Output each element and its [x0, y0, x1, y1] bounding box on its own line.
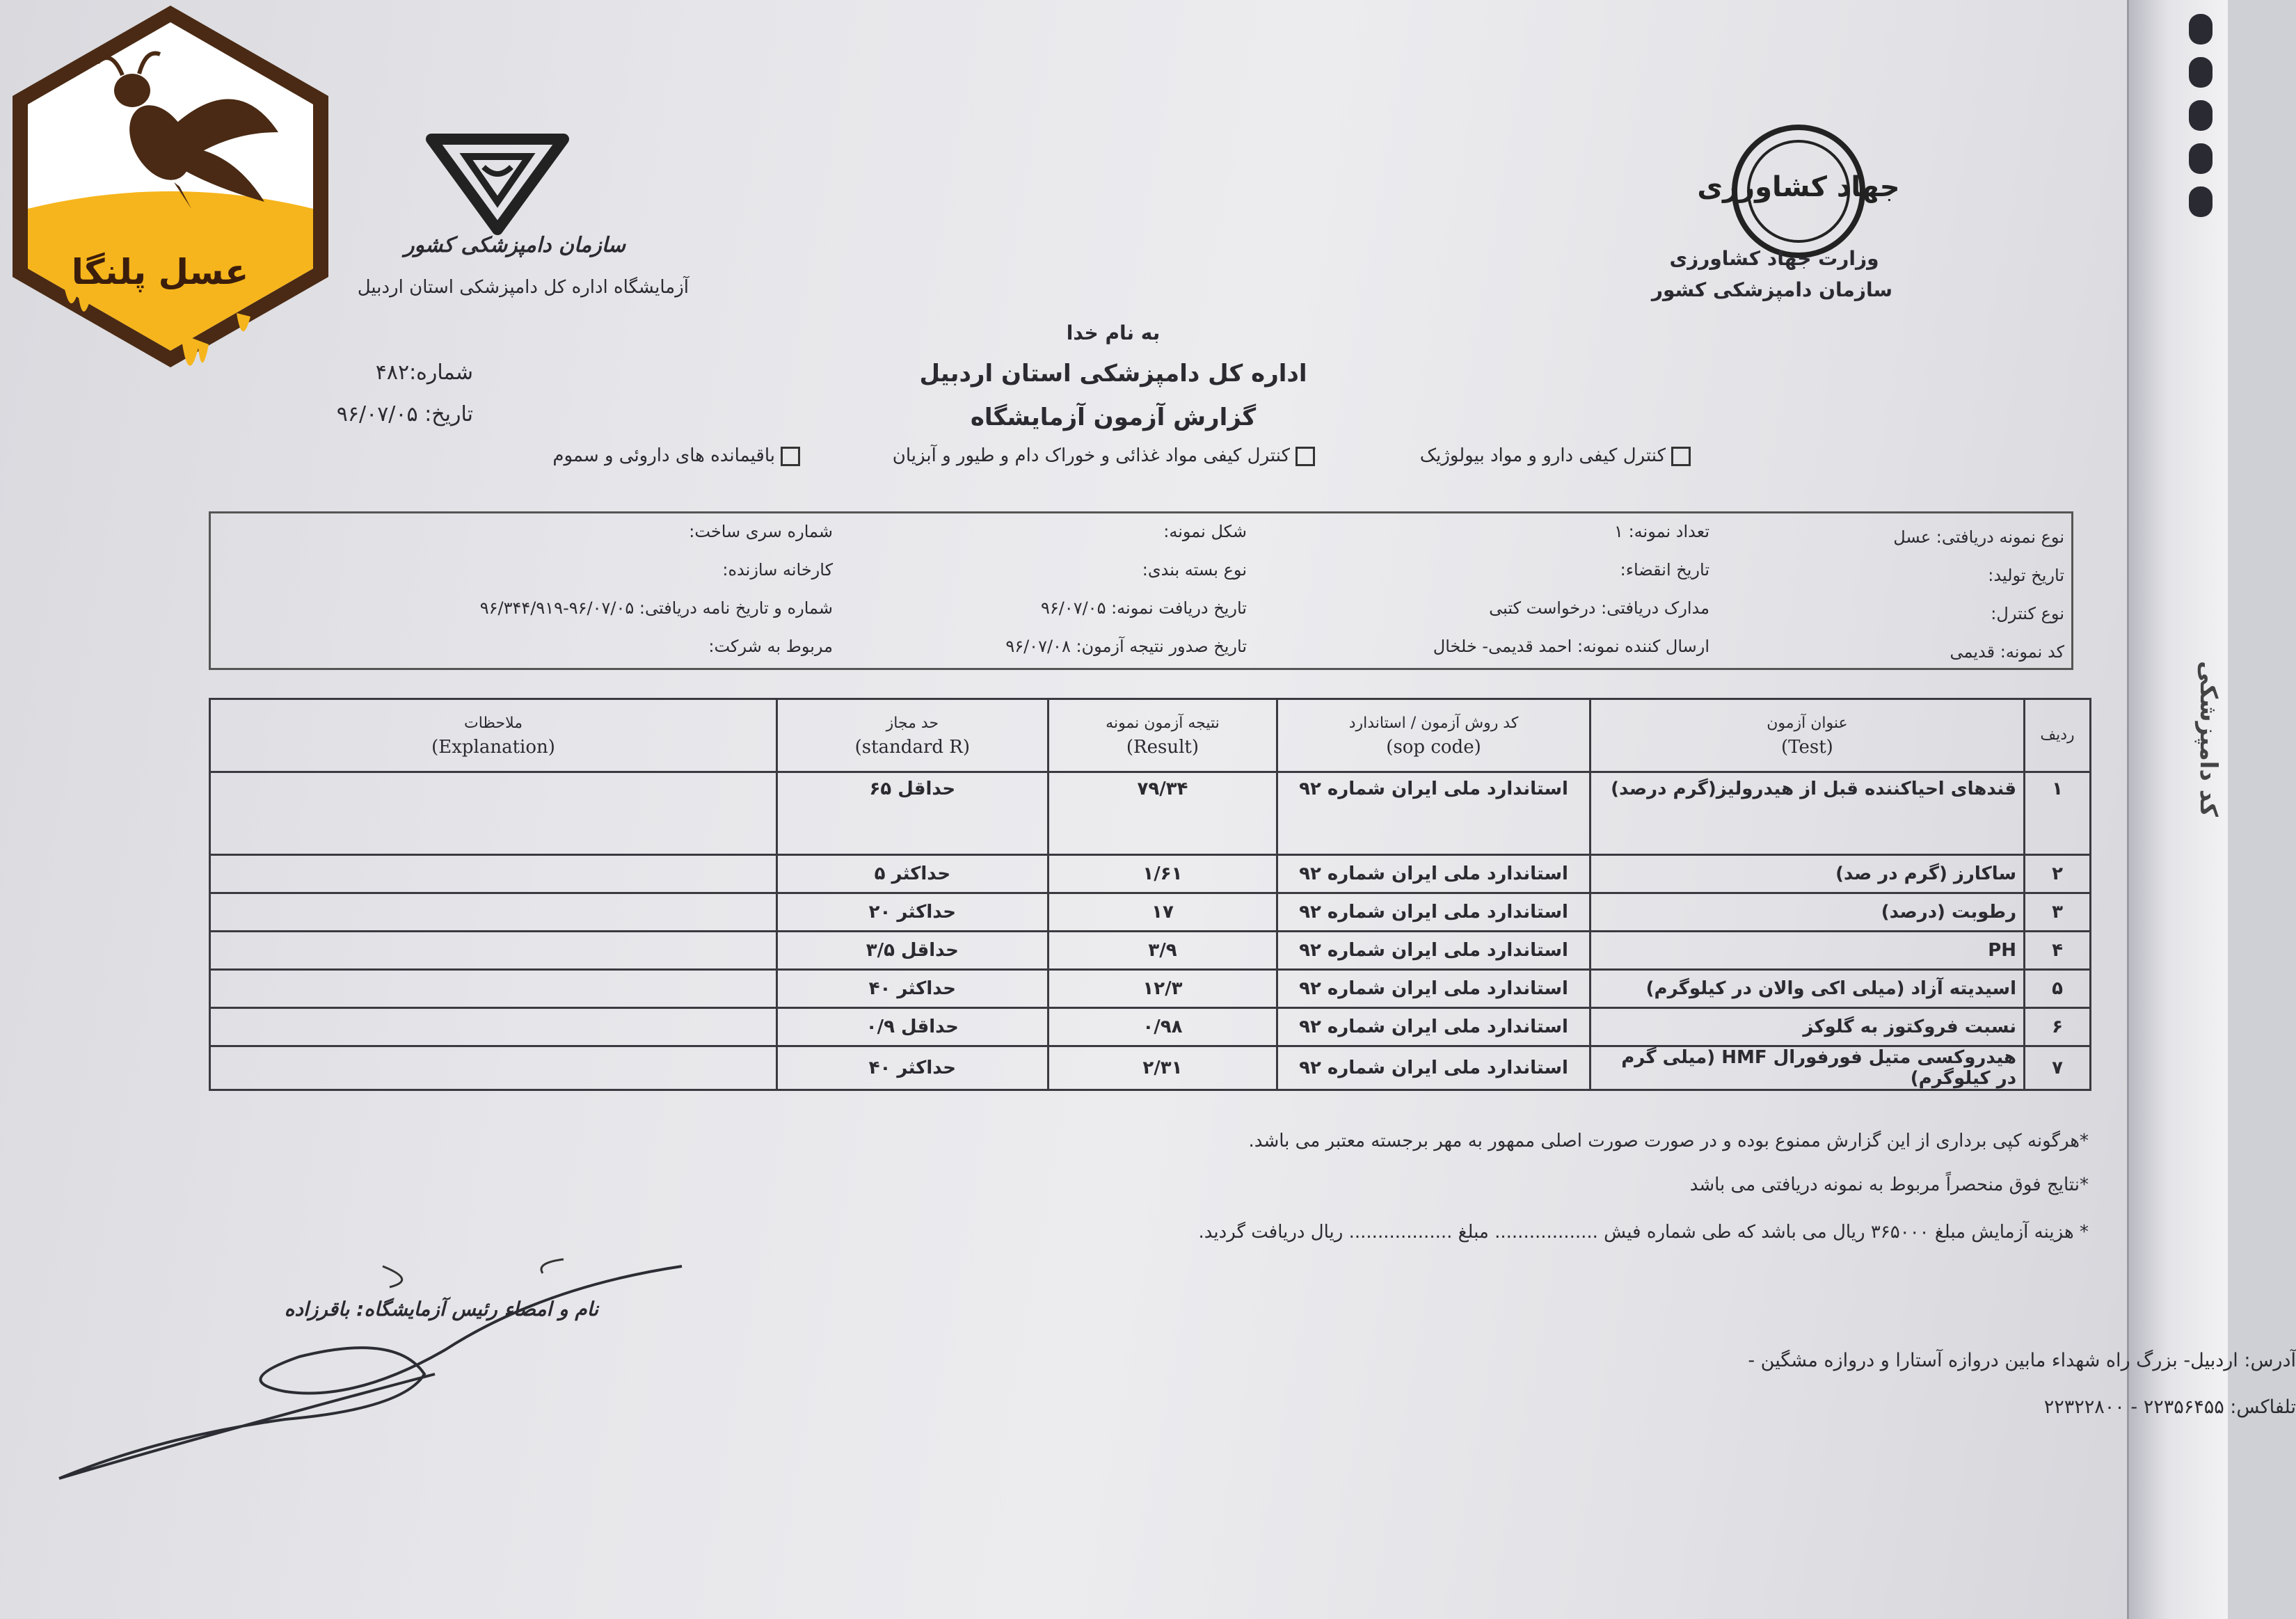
table-header-row: [210, 699, 2091, 772]
checkbox-box: [781, 447, 800, 466]
note-copy-restriction: *هرگونه کپی برداری از این گزارش ممنوع بوده و در صورت صورت اصلی ممهور به مهر برجسته معتبر می باشد.: [1248, 1131, 2089, 1151]
info-receipt-date: تاریخ دریافت نمونه: ۹۶/۰۷/۰۵: [1040, 598, 1247, 618]
table-row: ۵ اسیدیته آزاد (میلی اکی والان در کیلوگرم) استاندارد ملی ایران شماره ۹۲ ۱۲/۳ حداکثر ۴۰: [210, 970, 2091, 1008]
report-number: شماره:۴۸۲: [375, 360, 473, 385]
bismillah-heading: به نام خدا: [1066, 321, 1161, 344]
checkbox-box: [1671, 447, 1691, 466]
left-lab-name: آزمایشگاه اداره کل دامپزشکی استان اردبیل: [357, 277, 689, 298]
right-org-name: سازمان دامپزشکی کشور: [1651, 278, 1892, 301]
results-table: [209, 698, 2091, 1091]
table-row: ۳ رطوبت (درصد) استاندارد ملی ایران شماره ۹۲ ۱۷ حداکثر ۲۰: [210, 893, 2091, 932]
table-row: ۷ هیدروکسی متیل فورفورال HMF (میلی گرم در کیلوگرم) استاندارد ملی ایران شماره ۹۲ ۲/۳۱ حداکثر ۴۰: [210, 1046, 2091, 1090]
report-title: گزارش آزمون آزمایشگاه: [970, 404, 1257, 431]
info-manufacturer: کارخانه سازنده:: [722, 560, 833, 580]
table-row: ۲ ساکارز (گرم در صد) استاندارد ملی ایران شماره ۹۲ ۱/۶۱ حداکثر ۵: [210, 855, 2091, 893]
note-results-scope: *نتایج فوق منحصراً مربوط به نمونه دریافتی می باشد: [1689, 1174, 2089, 1195]
table-row: ۱ قندهای احیاکننده قبل از هیدرولیز(گرم درصد) استاندارد ملی ایران شماره ۹۲ ۷۹/۳۴ حداقل ۶۵: [210, 772, 2091, 855]
info-sample-count: تعداد نمونه: ۱: [1614, 522, 1709, 541]
binder-hole: [2189, 143, 2213, 174]
checkbox-food-feed-quality[interactable]: [892, 445, 1315, 466]
left-logo-caption: سازمان دامپزشکی کشور: [404, 233, 625, 257]
info-sample-code: کد نمونه: قدیمی: [1950, 642, 2064, 662]
signature-scribble: [56, 1245, 682, 1496]
checkbox-drug-quality[interactable]: [1385, 445, 1691, 466]
jahad-logo-icon: [1697, 118, 1900, 264]
brand-name: عسل پلنگا: [71, 252, 249, 292]
jahad-logo-text: جهاد کشاورزی: [1697, 171, 1900, 203]
info-control-type: نوع کنترل:: [1991, 604, 2064, 623]
checkbox-label: کنترل کیفی دارو و مواد بیولوژیک: [1419, 445, 1666, 466]
report-date: تاریخ: ۹۶/۰۷/۰۵: [336, 402, 473, 426]
info-sender: ارسال کننده نمونه: احمد قدیمی- خلخال: [1433, 637, 1709, 656]
checkbox-box: [1296, 447, 1315, 466]
binder-hole: [2189, 186, 2213, 217]
office-heading: اداره کل دامپزشکی استان اردبیل: [919, 360, 1307, 388]
header-standard: حد مجاز (standard R): [777, 699, 1049, 772]
info-letter-number: شماره و تاریخ نامه دریافتی: ۹۶/۰۷/۰۵-۹۶/۳۴۴/۹۱۹: [479, 598, 833, 618]
checkbox-residues[interactable]: [550, 445, 800, 466]
header-row-number: ردیف: [2025, 699, 2091, 772]
header-test: عنوان آزمون (Test): [1590, 699, 2024, 772]
info-packaging: نوع بسته بندی:: [1142, 560, 1247, 580]
binder-hole: [2189, 57, 2213, 88]
checkbox-label: باقیمانده های داروئی و سموم: [552, 445, 775, 466]
binder-hole: [2189, 100, 2213, 131]
info-batch-number: شماره سری ساخت:: [689, 522, 833, 541]
info-sample-type: نوع نمونه دریافتی: عسل: [1893, 527, 2064, 547]
footer-fax: تلفاکس: ۲۲۳۵۶۴۵۵ - ۲۲۳۲۲۸۰۰: [2043, 1396, 2296, 1418]
info-sample-form: شکل نمونه:: [1163, 522, 1247, 541]
table-row: ۴ PH استاندارد ملی ایران شماره ۹۲ ۳/۹ حداقل ۳/۵: [210, 932, 2091, 970]
signature-label: نام و امضاء رئیس آزمایشگاه: باقرزاده: [284, 1298, 598, 1321]
header-result: نتیجه آزمون نمونه (Result): [1048, 699, 1277, 772]
table-row: ۶ نسبت فروکتوز به گلوکز استاندارد ملی ایران شماره ۹۲ ۰/۹۸ حداقل ۰/۹: [210, 1008, 2091, 1046]
header-explanation: ملاحظات (Explanation): [210, 699, 777, 772]
checkbox-label: کنترل کیفی مواد غذائی و خوراک دام و طیور و آبزیان: [892, 445, 1290, 466]
info-result-date: تاریخ صدور نتیجه آزمون: ۹۶/۰۷/۰۸: [1005, 637, 1247, 656]
info-expiry-date: تاریخ انقضاء:: [1620, 560, 1709, 580]
ministry-name: وزارت جهاد کشاورزی: [1669, 247, 1879, 270]
info-production-date: تاریخ تولید:: [1988, 566, 2064, 585]
info-company: مربوط به شرکت:: [708, 637, 833, 656]
info-documents: مدارک دریافتی: درخواست کتبی: [1489, 598, 1709, 618]
binder-edge-text: کد دامپزشکی: [2194, 661, 2222, 818]
binder-hole: [2189, 14, 2213, 45]
header-code: کد روش آزمون / استاندارد (sop code): [1277, 699, 1590, 772]
brand-badge: [0, 0, 341, 390]
binder-edge: [2127, 0, 2228, 1619]
sample-info-box: [209, 511, 2073, 670]
footer-address: آدرس: اردبیل- بزرگ راه شهداء مابین دروازه آستارا و دروازه مشگین -: [1748, 1350, 2296, 1371]
note-fee: * هزینه آزمایش مبلغ ۳۶۵۰۰۰ ریال می باشد که طی شماره فیش .................. مبلغ .................. ریال دریافت گردید.: [1198, 1222, 2089, 1243]
